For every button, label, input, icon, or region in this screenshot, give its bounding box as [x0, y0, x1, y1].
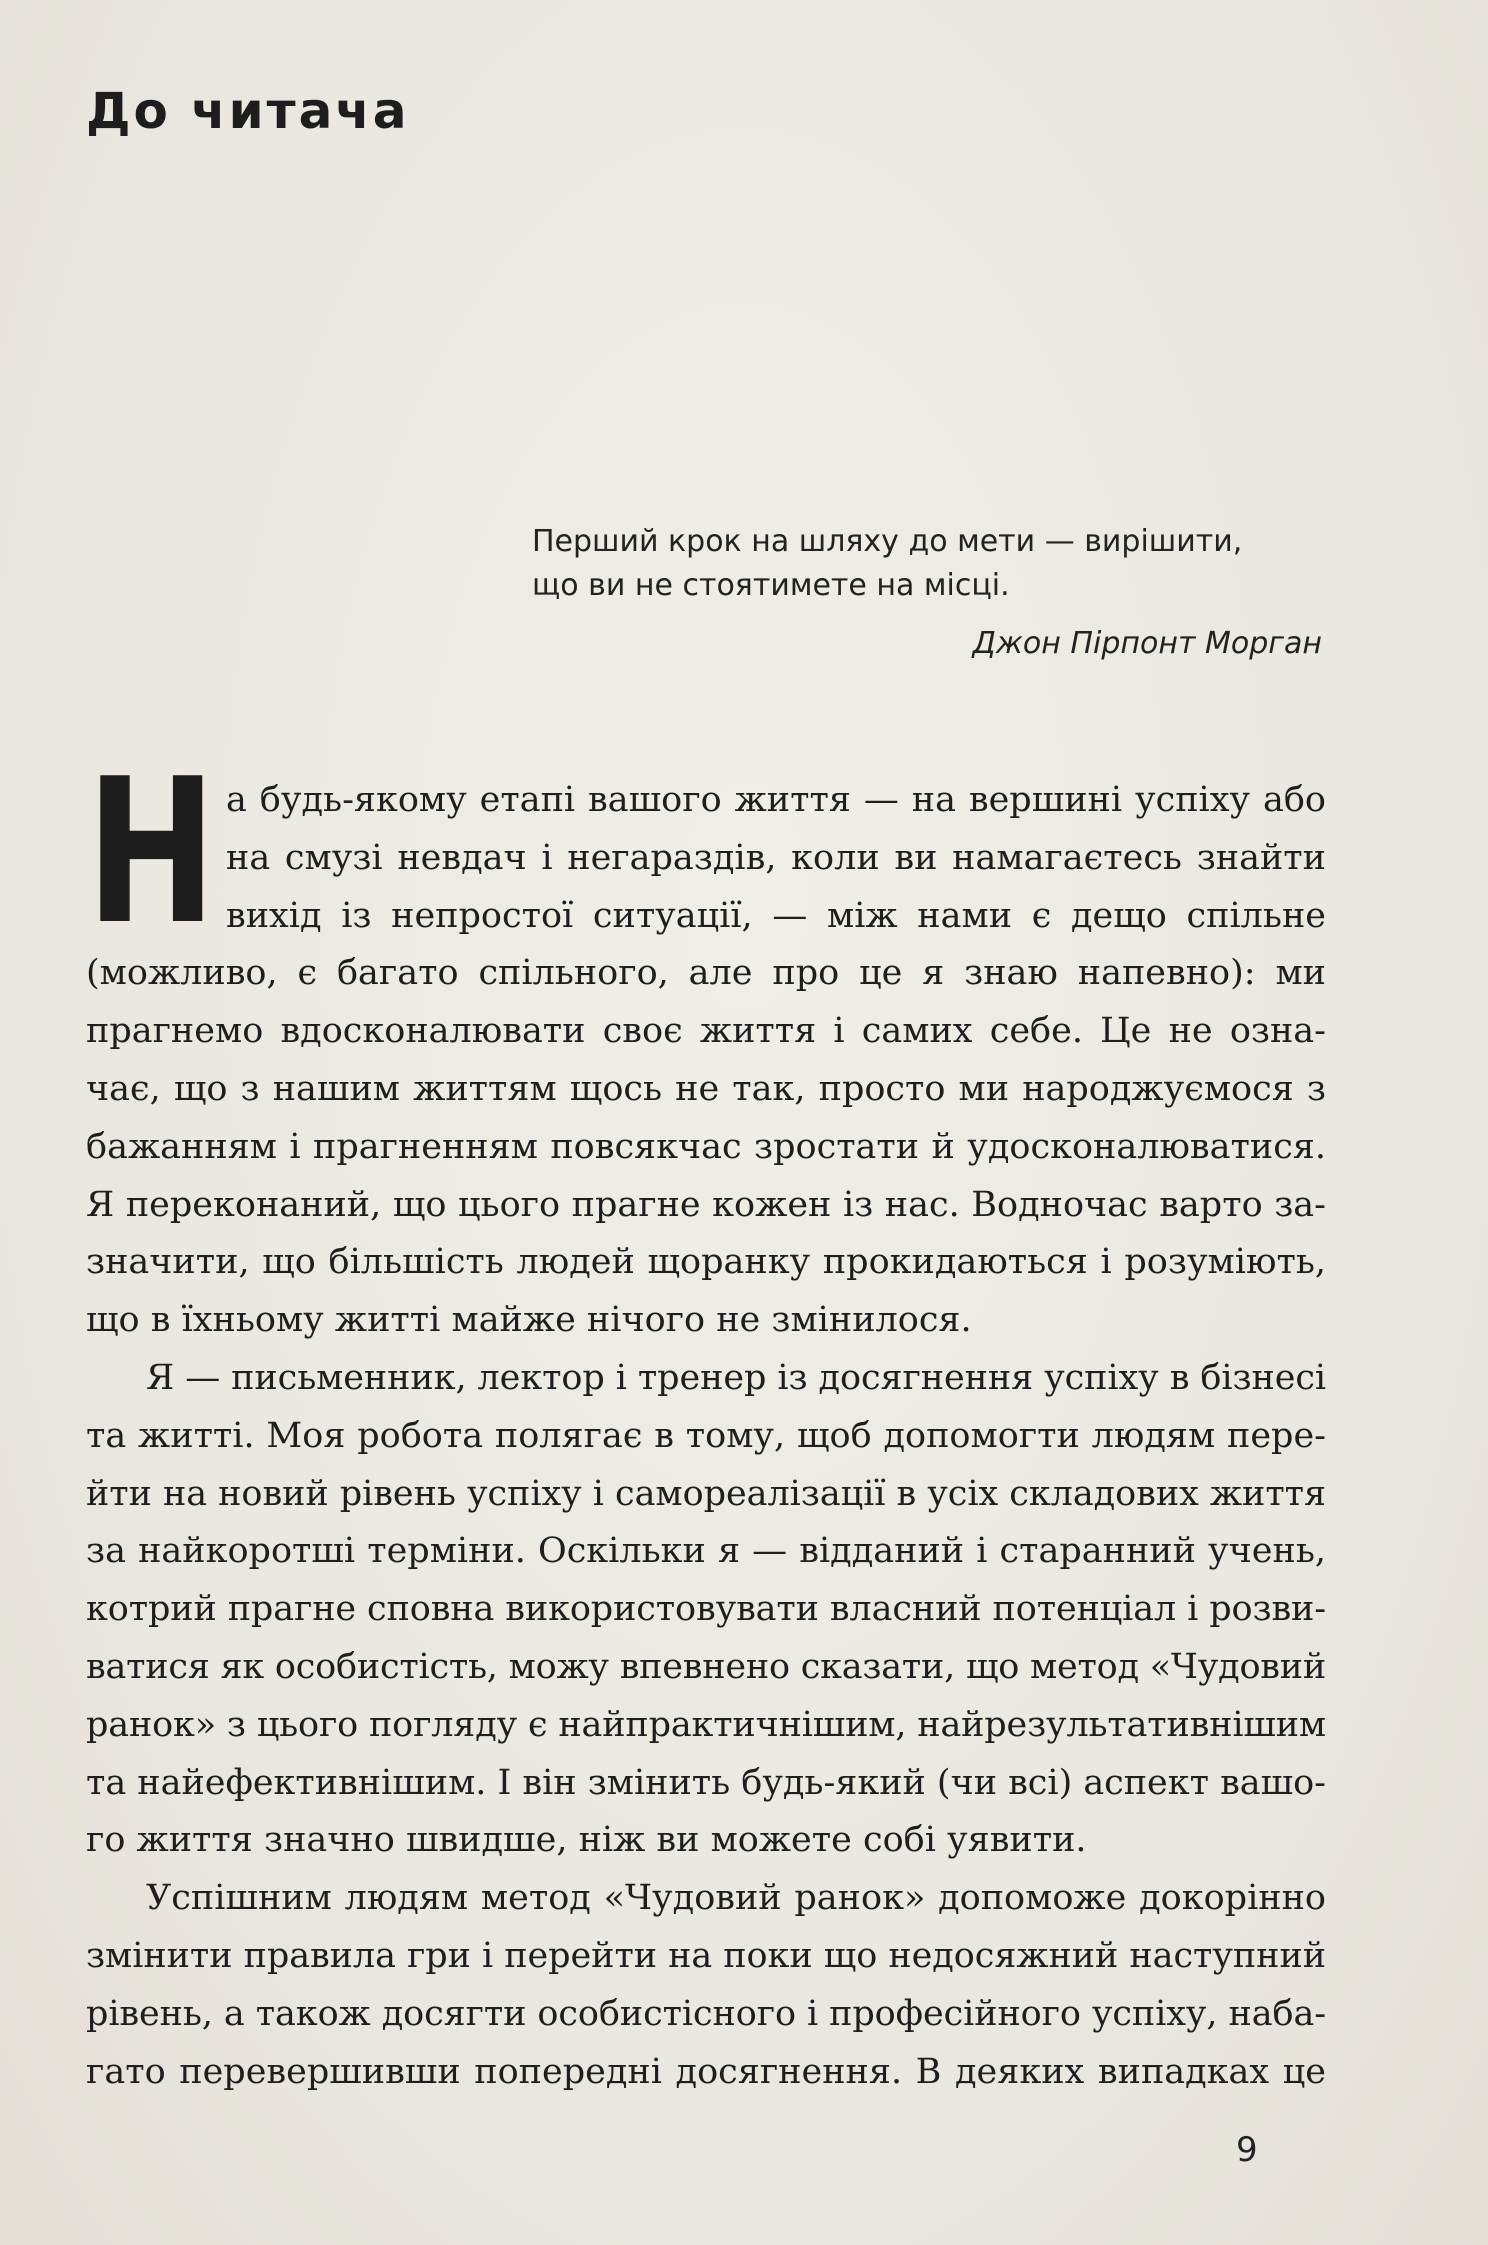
chapter-heading: До читача	[86, 82, 410, 140]
text-line: бажанням і прагненням повсякчас зростати й удосконалюватися.	[86, 1126, 1326, 1167]
text-line: а будь-якому етапі вашого життя — на вершині успіху або	[226, 780, 1326, 820]
text-line: на смузі невдач і негараздів, коли ви намагаєтесь знайти	[226, 837, 1326, 878]
paragraph-3	[86, 1870, 1326, 2101]
text-line: ватися як особистість, можу впевнено сказати, що метод «Чудовий	[86, 1646, 1326, 1687]
text-line: рівень, а також досягти особистісного і професійного успіху, наба-	[86, 1993, 1326, 2034]
body-text	[86, 736, 1326, 2101]
text-line: що в їхньому житті майже нічого не змінилося.	[86, 1300, 972, 1341]
text-line: йти на новий рівень успіху і самореалізації в усіх складових життя	[86, 1473, 1326, 1514]
text-line: го життя значно швидше, ніж ви можете собі уявити.	[86, 1820, 1087, 1861]
epigraph-line: що ви не стоятимете на місці.	[532, 568, 1010, 603]
text-line: та житті. Моя робота полягає в тому, щоб допомогти людям пере-	[86, 1415, 1326, 1456]
page-number: 9	[1236, 2130, 1258, 2170]
text-line: та найефективнішим. І він змінить будь-який (чи всі) аспект вашо-	[86, 1762, 1326, 1803]
text-line: гато перевершивши попередні досягнення. В деяких випадках це	[86, 2051, 1326, 2092]
text-line: (можливо, є багато спільного, але про це я знаю напевно): ми	[86, 953, 1326, 994]
paragraph-1	[86, 736, 1326, 969]
paragraph-1-cont	[86, 945, 1326, 1350]
text-line: змінити правила гри і перейти на поки що недосяжний наступний	[86, 1935, 1326, 1976]
text-line: Я — письменник, лектор і тренер із досягнення успіху в бізнесі	[146, 1357, 1326, 1398]
text-line: Я переконаний, що цього прагне кожен із нас. Водночас варто за-	[86, 1184, 1326, 1225]
text-line: ранок» з цього погляду є найпрактичнішим, найрезультативнішим	[86, 1704, 1326, 1745]
text-line: чає, що з нашим життям щось не так, просто ми народжуємося з	[86, 1068, 1326, 1109]
text-line: вихід із непростої ситуації, — між нами є дещо спільне	[226, 895, 1326, 936]
epigraph-author: Джон Пірпонт Морган	[972, 626, 1322, 661]
epigraph	[532, 520, 1322, 666]
paragraph-2	[86, 1350, 1326, 1870]
epigraph-line: Перший крок на шляху до мети — вирішити,	[532, 524, 1243, 559]
text-line: Успішним людям метод «Чудовий ранок» допоможе докорінно	[146, 1878, 1326, 1919]
text-line: значити, що більшість людей щоранку прокидаються і розуміють,	[86, 1242, 1326, 1283]
text-line: за найкоротші терміни. Оскільки я — відданий і старанний учень,	[86, 1531, 1326, 1572]
text-line: котрий прагне сповна використовувати власний потенціал і розви-	[86, 1589, 1326, 1630]
drop-cap: Н	[86, 736, 217, 969]
text-line: прагнемо вдосконалювати своє життя і самих себе. Це не озна-	[86, 1011, 1326, 1052]
